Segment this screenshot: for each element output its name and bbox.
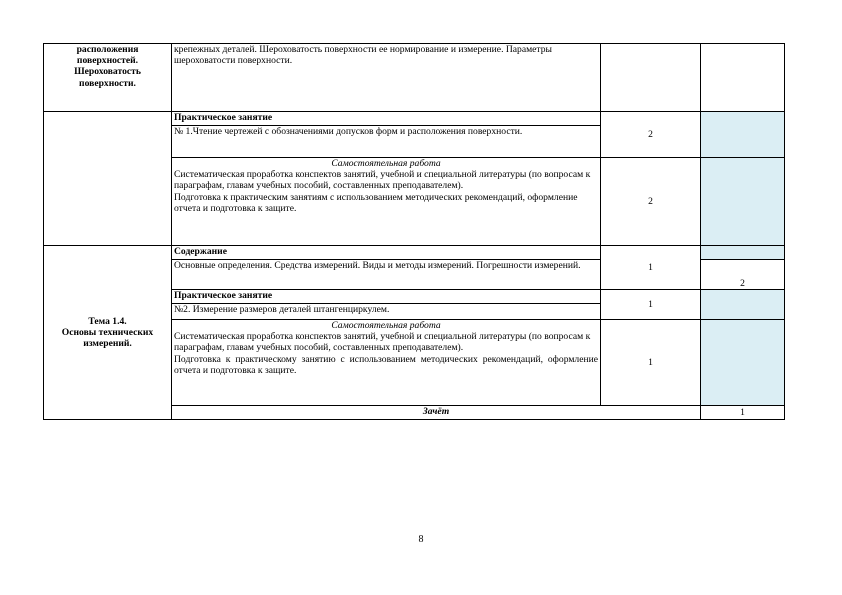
- content-text: Основные определения. Средства измерений. Виды и методы измерений. Погрешности измерений.: [172, 260, 601, 290]
- topic-1-4-title-line: измерений.: [83, 338, 132, 350]
- level-cell: [701, 246, 785, 260]
- page-number: 8: [418, 534, 424, 545]
- content-hours: 1: [601, 246, 701, 290]
- topic-1-3-line: расположения: [76, 44, 139, 55]
- self-study-cell: [172, 320, 601, 406]
- self-study-text-2: Подготовка к практическим занятиям с использованием методических рекомендаций, оформление отчета и подготовка к защите.: [174, 191, 578, 214]
- content-header: Содержание: [172, 246, 601, 260]
- curriculum-table: [43, 43, 785, 420]
- practical-text: №2. Измерение размеров деталей штангенциркулем.: [172, 304, 601, 320]
- topic-1-3-line: Шероховатость: [74, 66, 141, 78]
- credit-label: Зачёт: [172, 406, 701, 420]
- self-study-text-2: Подготовка к практическому занятию с использованием методических рекомендаций, оформление отчета и подготовка к защите.: [174, 353, 598, 376]
- topic-1-4-title: Тема 1.4.: [88, 315, 127, 327]
- self-study-text: Систематическая проработка конспектов занятий, учебной и специальной литературы (по вопросам к параграфам, главам учебных пособий, составленных преподавателем).: [174, 169, 591, 192]
- practical-header: Практическое занятие: [172, 290, 601, 304]
- practical-hours: 2: [601, 112, 701, 158]
- hours-cell-empty: [601, 44, 701, 112]
- topic-1-4-title-line: Основы технических: [61, 326, 154, 338]
- self-study-cell: [172, 158, 601, 246]
- level-value: 2: [701, 260, 785, 290]
- level-cell: [701, 112, 785, 158]
- credit-hours: 1: [701, 406, 785, 420]
- self-study-text: Систематическая проработка конспектов занятий, учебной и специальной литературы (по вопросам к параграфам, главам учебных пособий, составленных преподавателем).: [174, 331, 591, 354]
- level-cell: [701, 290, 785, 320]
- self-study-header: Самостоятельная работа: [331, 320, 441, 331]
- topic-1-3-cell: [44, 44, 172, 112]
- practical-header: Практическое занятие: [172, 112, 601, 126]
- practical-text: № 1.Чтение чертежей с обозначениями допусков форм и расположения поверхности.: [172, 126, 601, 158]
- practical-hours: 1: [601, 290, 701, 320]
- level-cell: [701, 320, 785, 406]
- level-cell-empty: [701, 44, 785, 112]
- self-study-hours: 1: [601, 320, 701, 406]
- self-study-header: Самостоятельная работа: [331, 158, 441, 169]
- topic-1-4-cell: [44, 246, 172, 420]
- topic-1-3-line: поверхности.: [79, 77, 136, 89]
- self-study-hours: 2: [601, 158, 701, 246]
- topic-1-3-line: поверхностей.: [76, 55, 139, 67]
- level-cell: [701, 158, 785, 246]
- content-text-cell: крепежных деталей. Шероховатость поверхности ее нормирование и измерение. Параметры шероховатости поверхности.: [172, 44, 601, 112]
- topic-empty-cell: [44, 112, 172, 246]
